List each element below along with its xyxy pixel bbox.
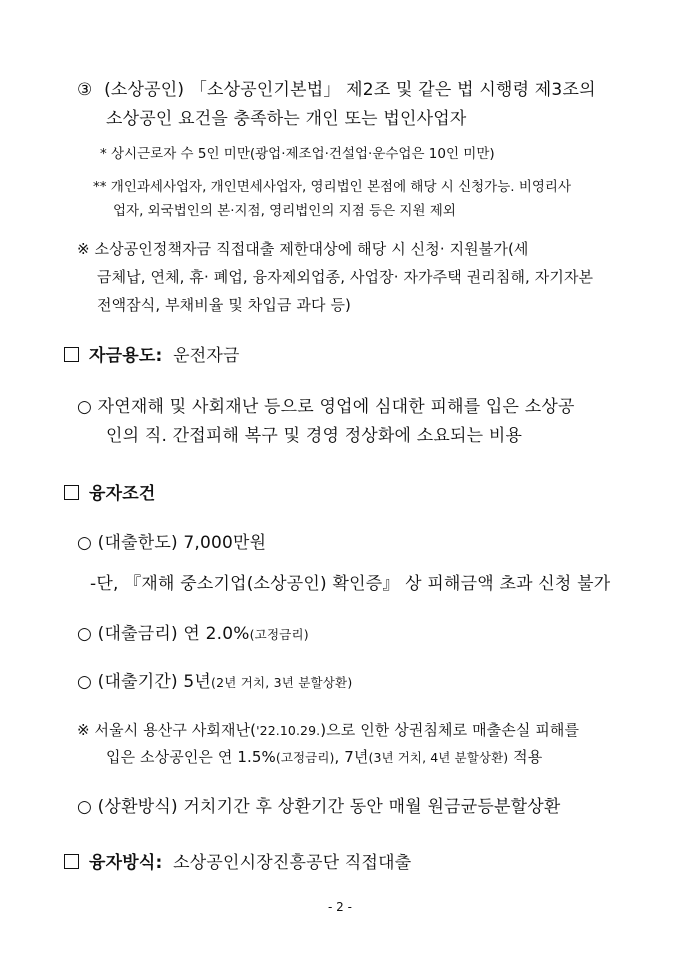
terms-heading: 융자조건	[64, 484, 156, 504]
note-employees: * 상시근로자 수 5인 미만(광업·제조업·건설업·운수업은 10인 미만)	[100, 146, 495, 162]
loan-limit: ○ (대출한도) 7,000만원	[77, 533, 267, 553]
checkbox-square-icon	[64, 854, 79, 869]
loan-period: ○ (대출기간) 5년(2년 거치, 3년 분할상환)	[77, 672, 353, 692]
loan-limit-note: -단, 『재해 중소기업(소상공인) 확인증』 상 피해금액 초과 신청 불가	[90, 574, 611, 594]
restriction-line2: 금체납, 연체, 휴· 폐업, 융자제외업종, 사업장· 자가주택 권리침해, 자기자본	[97, 268, 594, 286]
special-case-line2: 입은 소상공인은 연 1.5%(고정금리), 7년(3년 거치, 4년 분할상환) 적용	[106, 748, 543, 766]
checkbox-square-icon	[64, 347, 79, 362]
special-case-line1: ※ 서울시 용산구 사회재난('22.10.29.)으로 인한 상권침체로 매출손실 피해를	[77, 721, 580, 739]
item3-line2: 소상공인 요건을 충족하는 개인 또는 법인사업자	[106, 109, 467, 129]
restriction-line1: ※ 소상공인정책자금 직접대출 제한대상에 해당 시 신청· 지원불가(세	[77, 240, 529, 258]
note-business-type-line2: 업자, 외국법인의 본·지점, 영리법인의 지점 등은 지원 제외	[113, 203, 456, 219]
purpose-bullet-line1: ○ 자연재해 및 사회재난 등으로 영업에 심대한 피해를 입은 소상공	[77, 397, 575, 417]
checkbox-square-icon	[64, 485, 79, 500]
purpose-heading: 자금용도: 운전자금	[64, 346, 240, 366]
repayment-method: ○ (상환방식) 거치기간 후 상환기간 동안 매월 원금균등분할상환	[77, 797, 561, 817]
purpose-bullet-line2: 인의 직. 간접피해 복구 및 경영 정상화에 소요되는 비용	[106, 426, 523, 446]
page-number: - 2 -	[328, 900, 352, 914]
note-business-type-line1: ** 개인과세사업자, 개인면세사업자, 영리법인 본점에 해당 시 신청가능. 비영리사	[93, 179, 572, 195]
loan-rate: ○ (대출금리) 연 2.0%(고정금리)	[77, 624, 309, 644]
item3-marker: ③	[77, 80, 93, 100]
item3-line1: ③ (소상공인) 「소상공인기본법」 제2조 및 같은 법 시행령 제3조의	[77, 80, 596, 100]
restriction-line3: 전액잠식, 부채비율 및 차입금 과다 등)	[97, 296, 352, 314]
method-heading: 융자방식: 소상공인시장진흥공단 직접대출	[64, 853, 411, 873]
